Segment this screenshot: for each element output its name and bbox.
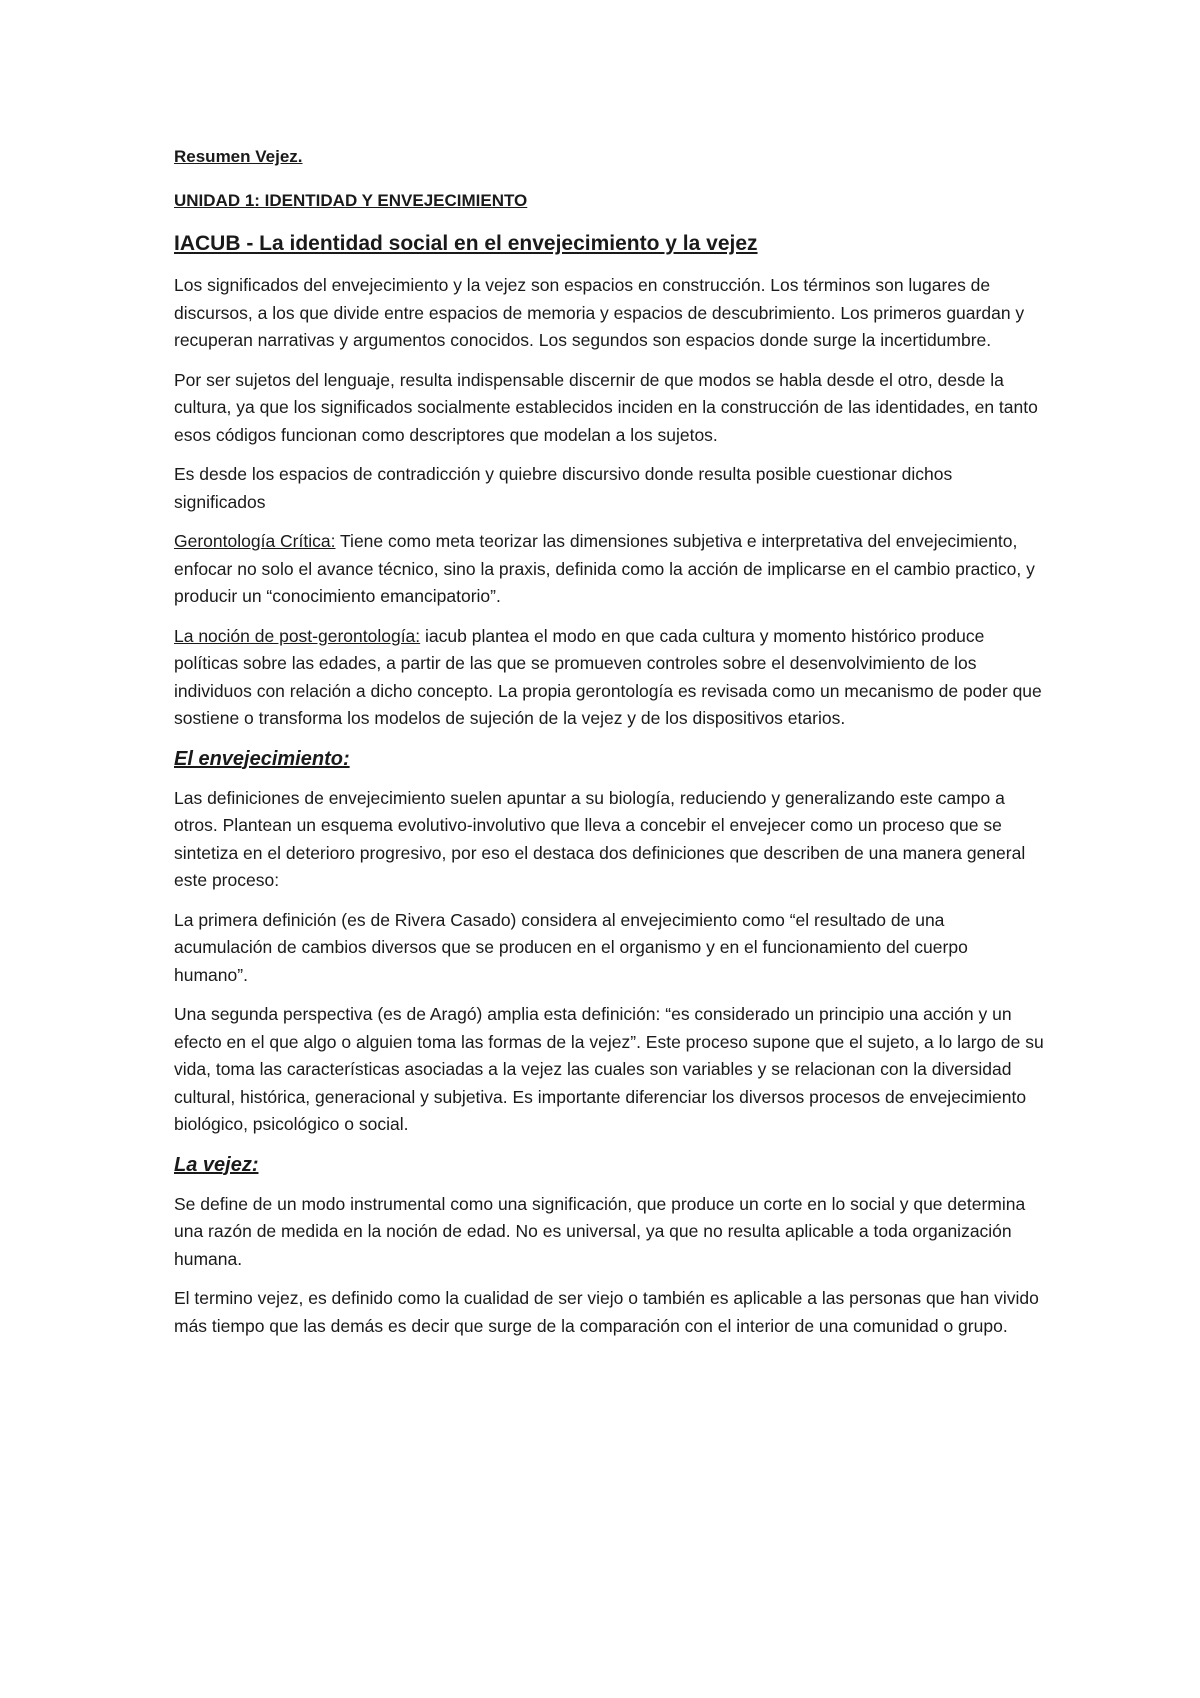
gerontologia-critica-term: Gerontología Crítica: bbox=[174, 531, 336, 551]
main-heading: IACUB - La identidad social en el envejecimiento y la vejez bbox=[174, 232, 758, 255]
unit-title: UNIDAD 1: IDENTIDAD Y ENVEJECIMIENTO bbox=[174, 191, 528, 210]
vejez-paragraph-2: El termino vejez, es definido como la cualidad de ser viejo o también es aplicable a las personas que han vivido más tiempo que las demás es decir que surge de la comparación con el interior de una comunidad o grupo. bbox=[174, 1288, 1039, 1336]
document-page bbox=[174, 146, 1044, 1352]
envejecimiento-paragraph-2: La primera definición (es de Rivera Casado) considera al envejecimiento como “el resultado de una acumulación de cambios diversos que se producen en el organismo y en el funcionamiento del cuerpo humano”. bbox=[174, 909, 968, 985]
envejecimiento-paragraph-3: Una segunda perspectiva (es de Aragó) amplia esta definición: “es considerado un principio una acción y un efecto en el que algo o alguien toma las formas de la vejez”. Este proceso supone que el sujeto, a lo largo de su vida, toma las características asociadas a la vejez las cuales son variables y se relacionan con la diversidad cultural, histórica, generacional y subjetiva. Es importante diferenciar los diversos procesos de envejecimiento biológico, psicológico o social. bbox=[174, 1004, 1044, 1134]
gerontologia-critica-paragraph bbox=[174, 528, 1044, 611]
vejez-heading: La vejez: bbox=[174, 1153, 259, 1176]
intro-paragraph-1: Los significados del envejecimiento y la vejez son espacios en construcción. Los términos son lugares de discursos, a los que divide entre espacios de memoria y espacios de descubrimiento. Los primeros guardan y recuperan narrativas y argumentos conocidos. Los segundos son espacios donde surge la incertidumbre. bbox=[174, 275, 1025, 350]
envejecimiento-paragraph-1: Las definiciones de envejecimiento suelen apuntar a su biología, reduciendo y generalizando este campo a otros. Plantean un esquema evolutivo-involutivo que lleva a concebir el envejecer como un proceso que se sintetiza en el deterioro progresivo, por eso el destaca dos definiciones que describen de una manera general este proceso: bbox=[174, 787, 1026, 890]
intro-paragraph-3: Es desde los espacios de contradicción y quiebre discursivo donde resulta posible cuestionar dichos significados bbox=[174, 464, 953, 512]
post-gerontologia-term: La noción de post-gerontología: bbox=[174, 625, 421, 646]
envejecimiento-heading: El envejecimiento: bbox=[174, 747, 350, 770]
post-gerontologia-paragraph bbox=[174, 623, 1044, 733]
vejez-paragraph-1: Se define de un modo instrumental como una significación, que produce un corte en lo social y que determina una razón de medida en la noción de edad. No es universal, ya que no resulta aplicable a toda organización humana. bbox=[174, 1193, 1026, 1269]
intro-paragraph-2: Por ser sujetos del lenguaje, resulta indispensable discernir de que modos se habla desde el otro, desde la cultura, ya que los significados socialmente establecidos inciden en la construcción de las identidades, en tanto esos códigos funcionan como descriptores que modelan a los sujetos. bbox=[174, 369, 1038, 445]
document-title: Resumen Vejez. bbox=[174, 147, 303, 166]
post-gerontologia-text: iacub plantea el modo en que cada cultura y momento histórico produce políticas sobre las edades, a partir de las que se promueven controles sobre el desenvolvimiento de los individuos con relación a dicho concepto. La propia gerontología es revisada como un mecanismo de poder que sostiene o transforma los modelos de sujeción de la vejez y de los dispositivos etarios. bbox=[174, 625, 1042, 728]
gerontologia-critica-text: Tiene como meta teorizar las dimensiones subjetiva e interpretativa del envejecimiento, enfocar no solo el avance técnico, sino la praxis, definida como la acción de implicarse en el cambio practico, y producir un “conocimiento emancipatorio”. bbox=[174, 531, 1035, 606]
